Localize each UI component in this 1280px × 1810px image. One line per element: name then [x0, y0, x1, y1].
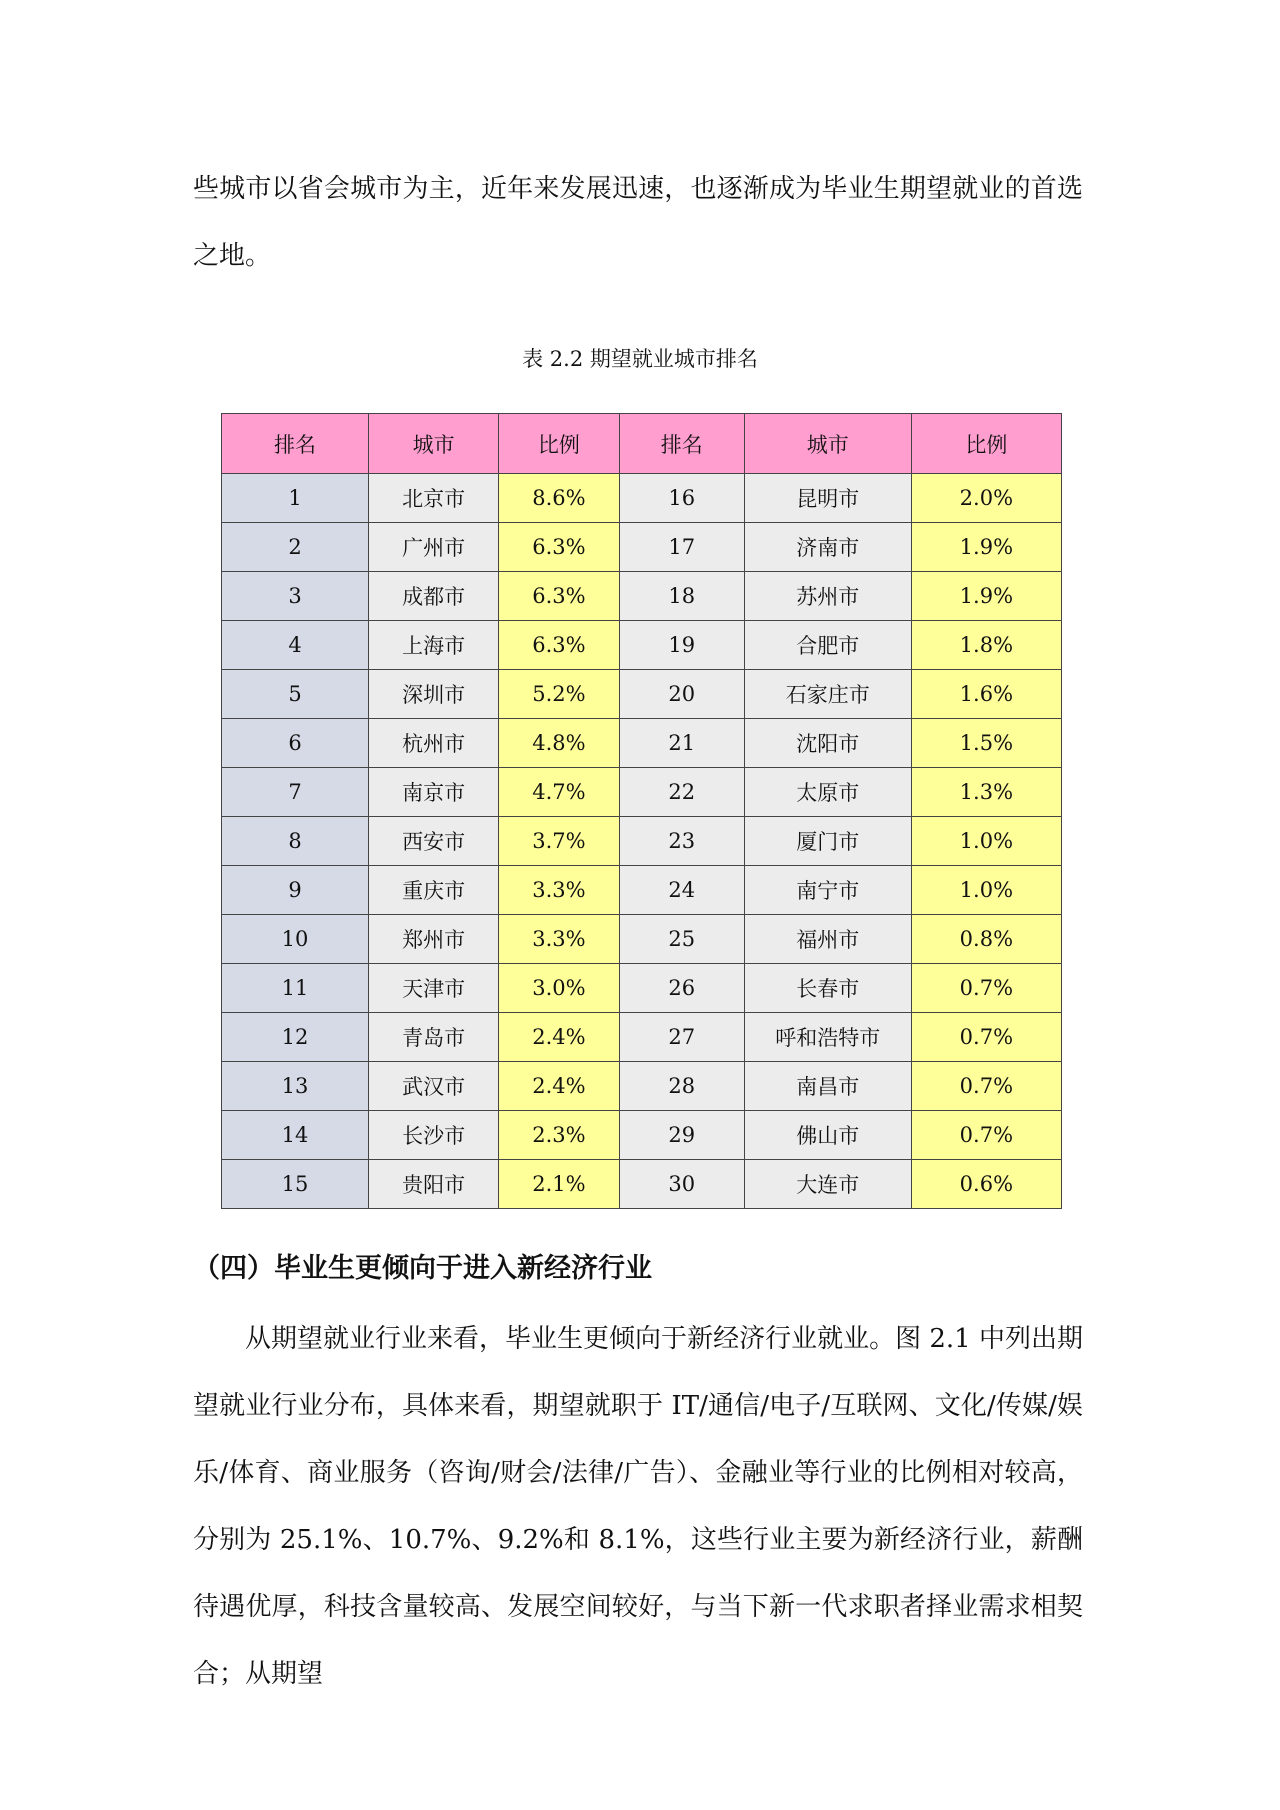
table-row: [222, 670, 1062, 719]
rank-cell: 14: [222, 1111, 369, 1160]
rank-cell: 24: [619, 866, 744, 915]
percent-cell: 3.0%: [499, 964, 619, 1013]
header-city: 城市: [744, 414, 911, 474]
rank-cell: 27: [619, 1013, 744, 1062]
percent-cell: 1.0%: [911, 817, 1061, 866]
city-cell: 杭州市: [369, 719, 499, 768]
percent-cell: 0.7%: [911, 1013, 1061, 1062]
city-cell: 大连市: [744, 1160, 911, 1209]
table-row: [222, 572, 1062, 621]
city-cell: 济南市: [744, 523, 911, 572]
table-row: [222, 768, 1062, 817]
percent-cell: 3.3%: [499, 866, 619, 915]
rank-cell: 11: [222, 964, 369, 1013]
percent-cell: 0.7%: [911, 1062, 1061, 1111]
header-rank: 排名: [619, 414, 744, 474]
percent-cell: 6.3%: [499, 523, 619, 572]
rank-cell: 15: [222, 1160, 369, 1209]
city-cell: 南京市: [369, 768, 499, 817]
percent-cell: 2.1%: [499, 1160, 619, 1209]
table-header: [222, 414, 1062, 474]
table-row: [222, 719, 1062, 768]
percent-cell: 1.5%: [911, 719, 1061, 768]
city-cell: 福州市: [744, 915, 911, 964]
city-cell: 武汉市: [369, 1062, 499, 1111]
city-cell: 长沙市: [369, 1111, 499, 1160]
rank-cell: 12: [222, 1013, 369, 1062]
rank-cell: 8: [222, 817, 369, 866]
city-cell: 成都市: [369, 572, 499, 621]
rank-cell: 23: [619, 817, 744, 866]
percent-cell: 4.8%: [499, 719, 619, 768]
city-cell: 深圳市: [369, 670, 499, 719]
city-cell: 北京市: [369, 474, 499, 523]
rank-cell: 19: [619, 621, 744, 670]
percent-cell: 0.7%: [911, 964, 1061, 1013]
percent-cell: 2.3%: [499, 1111, 619, 1160]
percent-cell: 2.4%: [499, 1062, 619, 1111]
intro-paragraph: 些城市以省会城市为主，近年来发展迅速，也逐渐成为毕业生期望就业的首选之地。: [193, 174, 1083, 271]
city-cell: 昆明市: [744, 474, 911, 523]
rank-cell: 6: [222, 719, 369, 768]
city-cell: 天津市: [369, 964, 499, 1013]
rank-cell: 17: [619, 523, 744, 572]
rank-cell: 9: [222, 866, 369, 915]
table-row: [222, 474, 1062, 523]
percent-cell: 1.6%: [911, 670, 1061, 719]
header-percent: 比例: [911, 414, 1061, 474]
rank-cell: 7: [222, 768, 369, 817]
table-row: [222, 1111, 1062, 1160]
rank-cell: 22: [619, 768, 744, 817]
table-row: [222, 817, 1062, 866]
percent-cell: 6.3%: [499, 572, 619, 621]
percent-cell: 0.7%: [911, 1111, 1061, 1160]
city-cell: 合肥市: [744, 621, 911, 670]
table-row: [222, 523, 1062, 572]
percent-cell: 1.9%: [911, 523, 1061, 572]
rank-cell: 3: [222, 572, 369, 621]
city-cell: 石家庄市: [744, 670, 911, 719]
percent-cell: 5.2%: [499, 670, 619, 719]
city-cell: 广州市: [369, 523, 499, 572]
percent-cell: 8.6%: [499, 474, 619, 523]
city-cell: 上海市: [369, 621, 499, 670]
percent-cell: 4.7%: [499, 768, 619, 817]
city-cell: 长春市: [744, 964, 911, 1013]
percent-cell: 1.8%: [911, 621, 1061, 670]
rank-cell: 4: [222, 621, 369, 670]
city-cell: 佛山市: [744, 1111, 911, 1160]
rank-cell: 16: [619, 474, 744, 523]
percent-cell: 2.4%: [499, 1013, 619, 1062]
rank-cell: 30: [619, 1160, 744, 1209]
city-cell: 南宁市: [744, 866, 911, 915]
percent-cell: 3.7%: [499, 817, 619, 866]
section-heading: （四）毕业生更倾向于进入新经济行业: [193, 1253, 652, 1284]
percent-cell: 3.3%: [499, 915, 619, 964]
rank-cell: 20: [619, 670, 744, 719]
table-row: [222, 866, 1062, 915]
header-city: 城市: [369, 414, 499, 474]
header-row: [222, 414, 1062, 474]
rank-cell: 5: [222, 670, 369, 719]
header-percent: 比例: [499, 414, 619, 474]
rank-cell: 26: [619, 964, 744, 1013]
percent-cell: 0.8%: [911, 915, 1061, 964]
city-ranking-table: [221, 413, 1062, 1209]
rank-cell: 18: [619, 572, 744, 621]
rank-cell: 29: [619, 1111, 744, 1160]
table-row: [222, 1062, 1062, 1111]
table-caption: 表 2.2 期望就业城市排名: [522, 347, 758, 371]
body-paragraph: 从期望就业行业来看，毕业生更倾向于新经济行业就业。图 2.1 中列出期望就业行业分布，具体来看，期望就职于 IT/通信/电子/互联网、文化/传媒/娱乐/体育、商业服务（咨询/财会/法律/广告）、金融业等行业的比例相对较高，分别为 25.1%、10.7%、9.2%和 8.1%，这些行业主要为新经济行业，薪酬待遇优厚，科技含量较高、发展空间较好，与当下新一代求职者择业需求相契合；从期望: [193, 1324, 1083, 1689]
rank-cell: 13: [222, 1062, 369, 1111]
percent-cell: 6.3%: [499, 621, 619, 670]
rank-cell: 25: [619, 915, 744, 964]
city-cell: 贵阳市: [369, 1160, 499, 1209]
percent-cell: 1.3%: [911, 768, 1061, 817]
percent-cell: 1.0%: [911, 866, 1061, 915]
rank-cell: 1: [222, 474, 369, 523]
table-row: [222, 1160, 1062, 1209]
rank-cell: 28: [619, 1062, 744, 1111]
table-body: [222, 474, 1062, 1209]
percent-cell: 2.0%: [911, 474, 1061, 523]
rank-cell: 2: [222, 523, 369, 572]
percent-cell: 0.6%: [911, 1160, 1061, 1209]
rank-cell: 10: [222, 915, 369, 964]
city-cell: 苏州市: [744, 572, 911, 621]
city-cell: 郑州市: [369, 915, 499, 964]
rank-cell: 21: [619, 719, 744, 768]
city-cell: 呼和浩特市: [744, 1013, 911, 1062]
city-cell: 沈阳市: [744, 719, 911, 768]
table-row: [222, 621, 1062, 670]
city-cell: 厦门市: [744, 817, 911, 866]
percent-cell: 1.9%: [911, 572, 1061, 621]
table-row: [222, 964, 1062, 1013]
city-cell: 重庆市: [369, 866, 499, 915]
header-rank: 排名: [222, 414, 369, 474]
city-cell: 西安市: [369, 817, 499, 866]
table-row: [222, 915, 1062, 964]
city-cell: 南昌市: [744, 1062, 911, 1111]
city-cell: 青岛市: [369, 1013, 499, 1062]
table-row: [222, 1013, 1062, 1062]
city-cell: 太原市: [744, 768, 911, 817]
